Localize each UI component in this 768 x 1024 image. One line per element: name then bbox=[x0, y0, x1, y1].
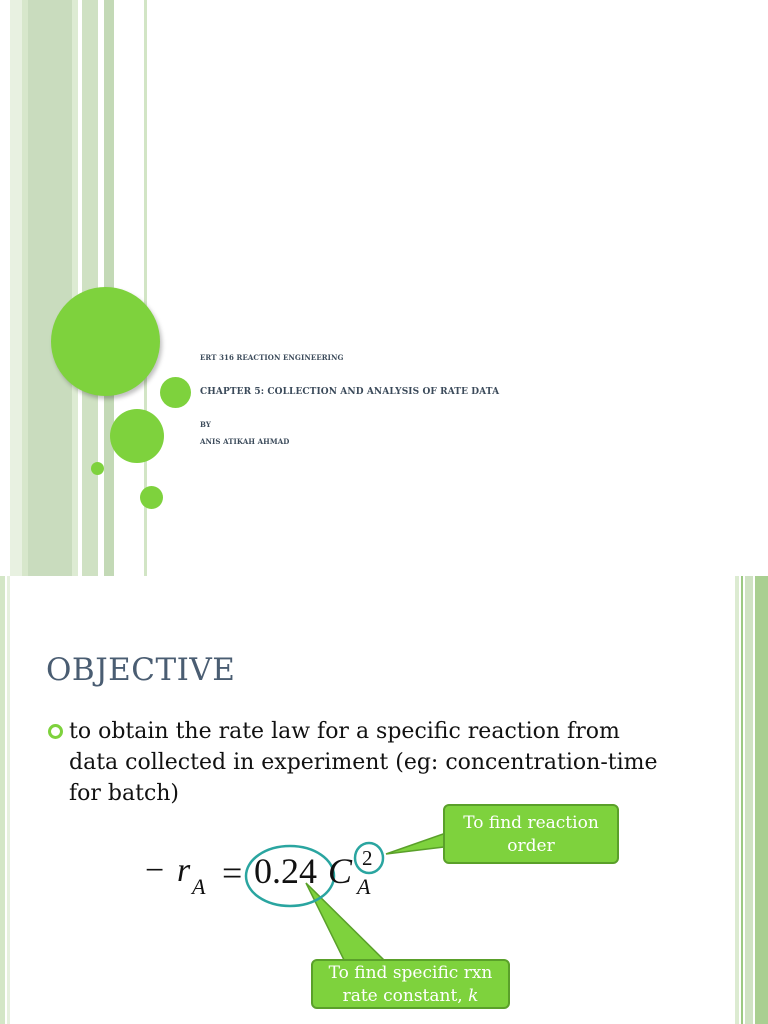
callout-rate-constant bbox=[311, 959, 510, 1009]
eq-c-subscript: A bbox=[357, 874, 371, 899]
callout-reaction-order bbox=[443, 804, 619, 864]
rate-law-equation bbox=[0, 576, 768, 1024]
stripe-decoration bbox=[72, 0, 78, 576]
stripe-decoration bbox=[28, 0, 72, 576]
eq-r-subscript: A bbox=[192, 874, 206, 899]
author-name: ANIS ATIKAH AHMAD bbox=[200, 437, 290, 446]
eq-coefficient: 0.24 bbox=[254, 851, 317, 891]
eq-r: r bbox=[177, 852, 191, 889]
callout-rate-constant-text: To find specific rxn rate constant, bbox=[328, 963, 493, 1006]
by-label: BY bbox=[200, 420, 211, 429]
course-title: ERT 316 REACTION ENGINEERING bbox=[200, 353, 344, 362]
circle-decoration-large bbox=[51, 287, 160, 396]
eq-minus: − bbox=[145, 852, 165, 889]
callout-rate-constant-k: k bbox=[468, 986, 479, 1006]
circle-decoration bbox=[160, 377, 191, 408]
circle-decoration bbox=[91, 462, 104, 475]
stripe-decoration bbox=[10, 0, 22, 576]
chapter-title: CHAPTER 5: COLLECTION AND ANALYSIS OF RATE DATA bbox=[200, 387, 500, 397]
bullet-text: to obtain the rate law for a specific reaction from data collected in experiment (eg: concentration-time for batch) bbox=[69, 719, 658, 806]
eq-c: C bbox=[328, 851, 353, 891]
callout-reaction-order-text: To find reaction order bbox=[463, 813, 599, 856]
eq-exponent: 2 bbox=[362, 846, 373, 870]
circle-decoration bbox=[110, 409, 164, 463]
slide-heading: OBJECTIVE bbox=[46, 652, 236, 688]
circle-decoration bbox=[140, 486, 163, 509]
objective-slide bbox=[0, 576, 768, 1024]
eq-equals: = bbox=[222, 853, 243, 893]
